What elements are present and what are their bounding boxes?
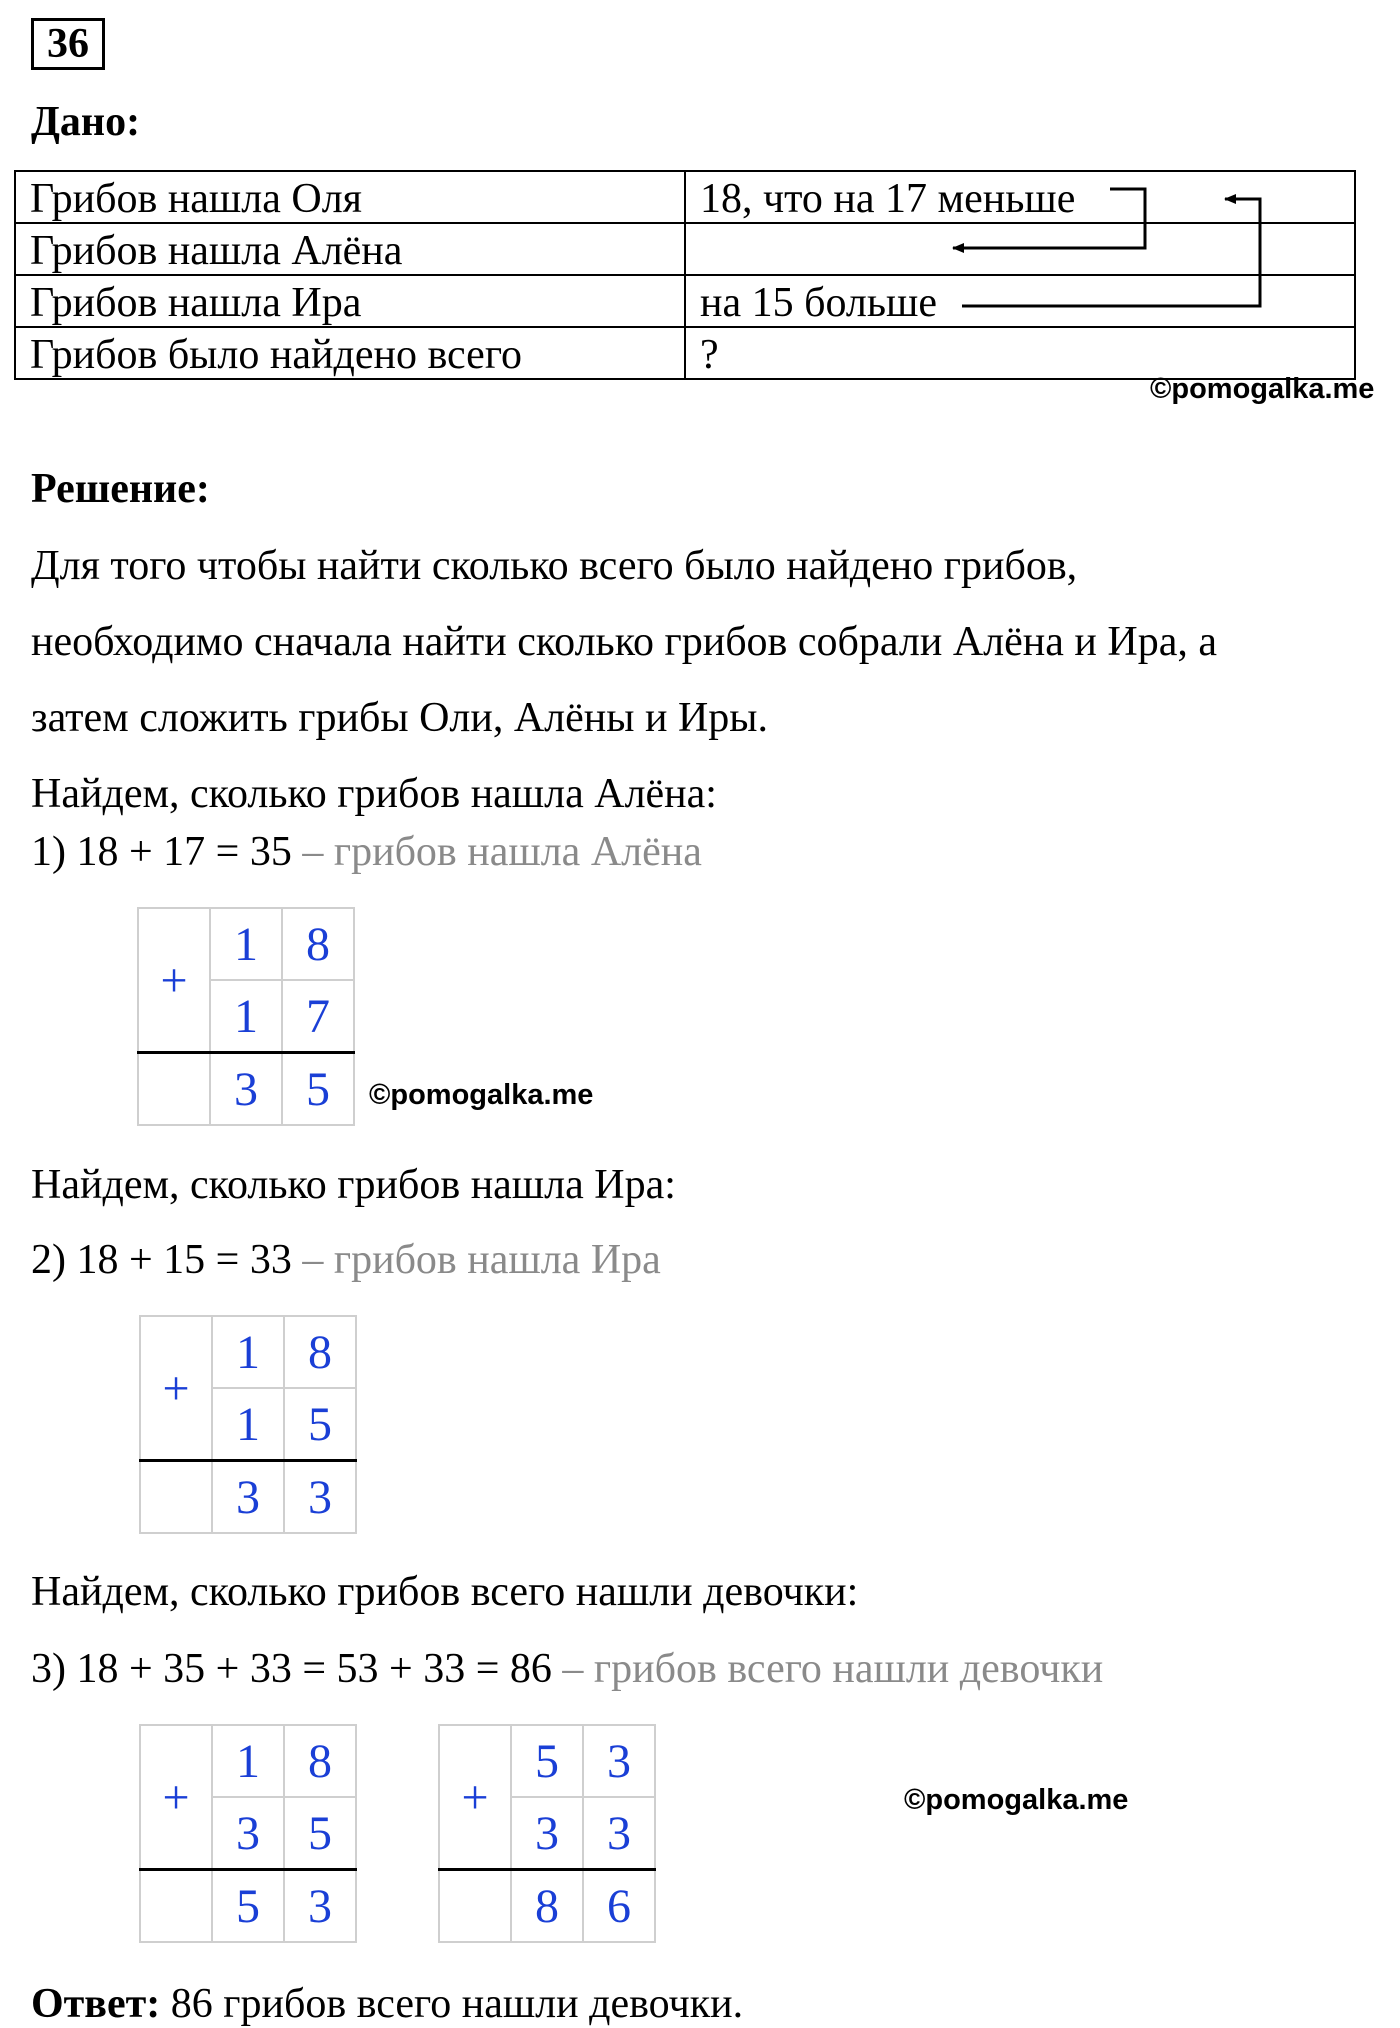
digit: 3 (583, 1797, 655, 1870)
digit: 1 (212, 1388, 284, 1461)
answer-text: 86 грибов всего нашли девочки. (160, 1981, 744, 2027)
given-label: Грибов нашла Алёна (15, 223, 685, 275)
watermark: ©pomogalka.me (904, 1784, 1129, 1816)
digit: 8 (284, 1725, 356, 1797)
empty-cell (138, 1053, 210, 1126)
plus-sign: + (140, 1316, 212, 1461)
answer-label: Ответ: (31, 1981, 161, 2027)
step-expression (31, 828, 702, 876)
watermark: ©pomogalka.me (1150, 373, 1375, 405)
digit: 5 (212, 1870, 284, 1943)
watermark: ©pomogalka.me (369, 1079, 594, 1111)
digit: 3 (210, 1053, 282, 1126)
task-number: 36 (31, 18, 105, 70)
expression-note: – грибов нашла Ира (302, 1237, 661, 1283)
digit: 3 (212, 1461, 284, 1534)
solution-heading: Решение: (31, 466, 210, 512)
digit: 1 (210, 908, 282, 980)
step-expression (31, 1645, 1103, 1693)
plus-sign: + (138, 908, 210, 1053)
digit: 1 (212, 1316, 284, 1388)
digit: 1 (212, 1725, 284, 1797)
step-intro: Найдем, сколько грибов всего нашли девочки: (31, 1569, 859, 1615)
digit: 3 (284, 1870, 356, 1943)
expression: 2) 18 + 15 = 33 (31, 1237, 292, 1283)
intro-line: необходимо сначала найти сколько грибов собрали Алёна и Ира, а (31, 619, 1217, 665)
column-addition (438, 1724, 656, 1943)
arrow-olya-to-alena (953, 189, 1145, 248)
given-value: ? (685, 327, 1355, 379)
intro-line: затем сложить грибы Оли, Алёны и Иры. (31, 695, 768, 741)
digit: 3 (511, 1797, 583, 1870)
digit: 8 (511, 1870, 583, 1943)
step-intro: Найдем, сколько грибов нашла Алёна: (31, 771, 717, 817)
digit: 5 (284, 1388, 356, 1461)
given-heading: Дано: (31, 99, 141, 145)
expression: 3) 18 + 35 + 33 = 53 + 33 = 86 (31, 1646, 552, 1692)
digit: 8 (284, 1316, 356, 1388)
expression: 1) 18 + 17 = 35 (31, 829, 292, 875)
digit: 3 (212, 1797, 284, 1870)
column-addition (139, 1724, 357, 1943)
plus-sign: + (140, 1725, 212, 1870)
digit: 7 (282, 980, 354, 1053)
digit: 3 (284, 1461, 356, 1534)
digit: 5 (284, 1797, 356, 1870)
given-value: на 15 больше (685, 275, 1355, 327)
answer (31, 1980, 743, 2028)
digit: 5 (511, 1725, 583, 1797)
given-label: Грибов нашла Оля (15, 171, 685, 223)
expression-note: – грибов нашла Алёна (302, 829, 702, 875)
empty-cell (140, 1870, 212, 1943)
digit: 6 (583, 1870, 655, 1943)
relation-arrows (0, 0, 1400, 400)
column-addition (137, 907, 355, 1126)
given-label: Грибов было найдено всего (15, 327, 685, 379)
empty-cell (439, 1870, 511, 1943)
digit: 3 (583, 1725, 655, 1797)
intro-line: Для того чтобы найти сколько всего было найдено грибов, (31, 543, 1078, 589)
given-label: Грибов нашла Ира (15, 275, 685, 327)
step-expression (31, 1236, 661, 1284)
step-intro: Найдем, сколько грибов нашла Ира: (31, 1162, 676, 1208)
digit: 1 (210, 980, 282, 1053)
given-value: 18, что на 17 меньше (685, 171, 1355, 223)
column-addition (139, 1315, 357, 1534)
arrow-ira-to-olya (962, 199, 1260, 306)
expression-note: – грибов всего нашли девочки (562, 1646, 1104, 1692)
empty-cell (140, 1461, 212, 1534)
plus-sign: + (439, 1725, 511, 1870)
digit: 8 (282, 908, 354, 980)
digit: 5 (282, 1053, 354, 1126)
